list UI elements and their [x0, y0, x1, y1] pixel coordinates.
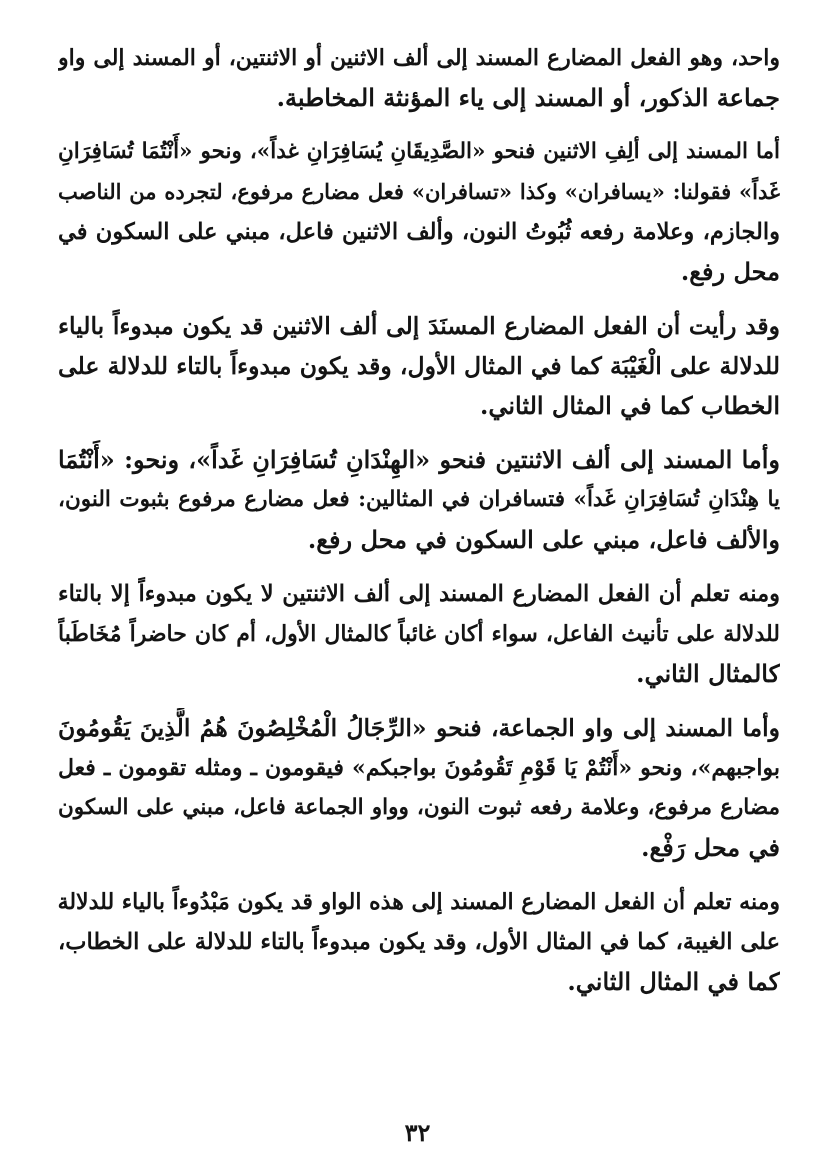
paragraph-7	[58, 882, 780, 1002]
text-line: في محل رَفْع.	[641, 833, 780, 862]
text-line: كالمثال الثاني.	[636, 659, 780, 688]
text-line: كما في المثال الثاني.	[567, 967, 780, 996]
text-line: وقد رأيت أن الفعل المضارع المسنَدَ إلى ألف الاثنين قد يكون مبدوءاً بالياء	[58, 312, 780, 340]
paragraph-2	[58, 132, 780, 292]
text-line: واحد، وهو الفعل المضارع المسند إلى ألف الاثنين أو الاثنتين، أو المسند إلى واو	[58, 45, 780, 71]
text-line: غَداً» فقولنا: «يسافران» وكذا «تسافران» فعل مضارع مرفوع، لتجرده من الناصب	[58, 179, 780, 204]
text-line: وأما المسند إلى واو الجماعة، فنحو «الرِّجَالُ الْمُخْلِصُونَ هُمُ الَّذِينَ يَقُومُونَ	[58, 714, 780, 742]
text-line: يا هِنْدَانِ تُسَافِرَانِ غَداً» فتسافران في المثالين: فعل مضارع مرفوع بثبوت النون،	[58, 487, 780, 512]
text-line: جماعة الذكور، أو المسند إلى ياء المؤنثة المخاطبة.	[276, 83, 780, 112]
text-line: والجازم، وعلامة رفعه ثُبُوتُ النون، وألف الاثنين فاعل، مبني على السكون في	[58, 219, 780, 245]
paragraph-3	[58, 306, 780, 426]
text-line: الخطاب كما في المثال الثاني.	[480, 391, 780, 420]
text-line: بواجبهم»، ونحو «أَنْتُمْ يَا قَوْمِ تَقُومُونَ بواجبكم» فيقومون ـ ومثله تقومون ـ فعل	[58, 755, 780, 781]
text-line: وأما المسند إلى ألف الاثنتين فنحو «الهِنْدَانِ تُسَافِرَانِ غَداً»، ونحو: «أَنْتُمَا	[58, 445, 780, 474]
text-line: محل رفع.	[680, 257, 780, 286]
text-line: ومنه تعلم أن الفعل المضارع المسند إلى هذه الواو قد يكون مَبْدُوءاً بالياء للدلالة	[58, 889, 780, 915]
page-body	[58, 38, 780, 1016]
text-line: أما المسند إلى ألِفِ الاثنين فنحو «الصَّدِيقَانِ يُسَافِرَانِ غداً»، ونحو «أَنْتُمَا تُسَافِرَانِ	[58, 139, 780, 164]
text-line: والألف فاعل، مبني على السكون في محل رفع.	[307, 525, 780, 554]
paragraph-5	[58, 574, 780, 694]
page-number: ٣٢	[404, 1118, 431, 1147]
text-line: على الغيبة، كما في المثال الأول، وقد يكون مبدوءاً بالتاء للدلالة على الخطاب،	[58, 929, 780, 955]
text-line: للدلالة على تأنيث الفاعل، سواء أكان غائباً كالمثال الأول، أم كان حاضراً مُخَاطَباً	[58, 621, 780, 647]
paragraph-6	[58, 708, 780, 868]
text-line: للدلالة على الْغَيْبَة كما في المثال الأول، وقد يكون مبدوءاً بالتاء للدلالة على	[58, 352, 780, 380]
text-line: ومنه تعلم أن الفعل المضارع المسند إلى ألف الاثنتين لا يكون مبدوءاً إلا بالتاء	[58, 581, 780, 607]
paragraph-1	[58, 38, 780, 118]
text-line: مضارع مرفوع، وعلامة رفعه ثبوت النون، وواو الجماعة فاعل، مبني على السكون	[58, 795, 780, 820]
paragraph-4	[58, 440, 780, 560]
